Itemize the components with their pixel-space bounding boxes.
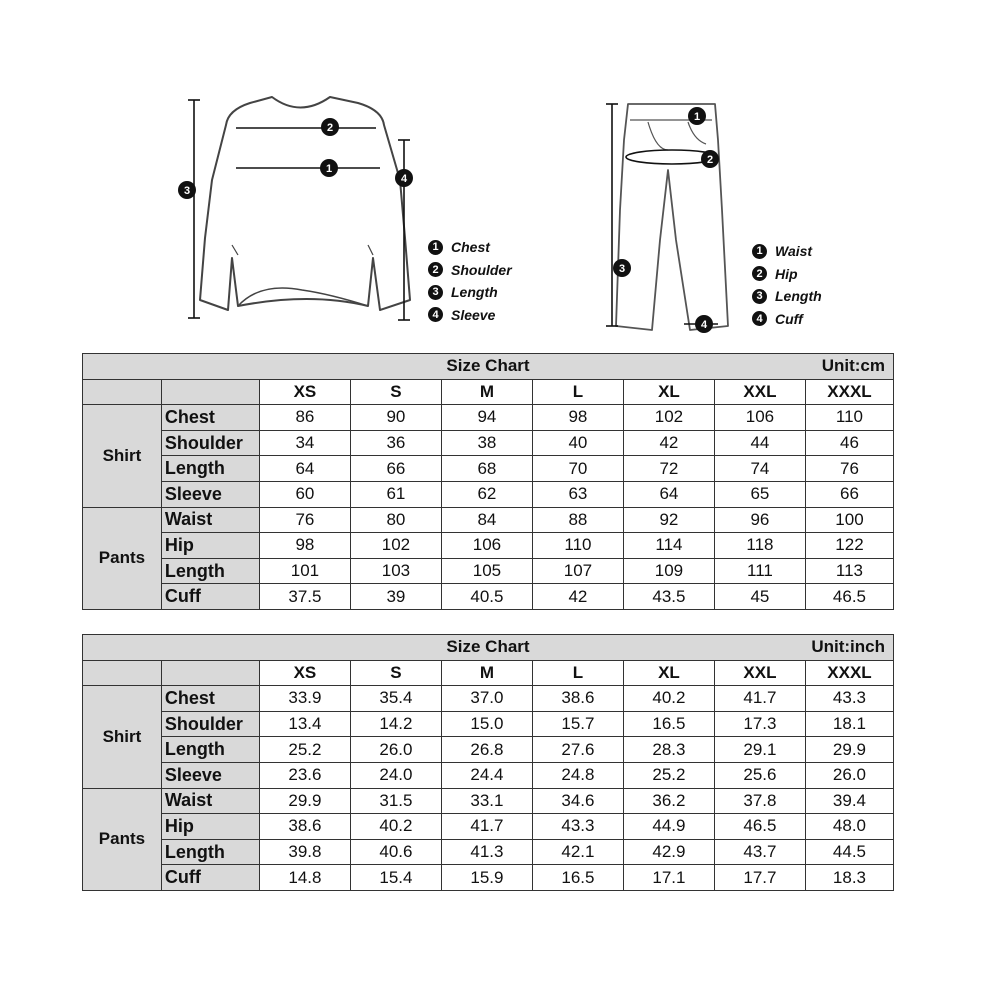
measurement-label: Length	[161, 737, 259, 763]
table-cell: 62	[441, 481, 532, 507]
size-header: XXL	[714, 379, 805, 405]
table-cell: 33.1	[441, 788, 532, 814]
shirt-legend-item	[428, 281, 512, 304]
table-cell: 101	[259, 558, 350, 584]
measurement-label: Chest	[161, 686, 259, 712]
table-cell: 39.4	[805, 788, 893, 814]
table-cell: 113	[805, 558, 893, 584]
legend-label: Sleeve	[451, 306, 496, 323]
measurement-label: Sleeve	[161, 762, 259, 788]
table-cell: 63	[532, 481, 623, 507]
table-row	[83, 865, 894, 891]
legend-label: Hip	[775, 265, 798, 282]
table-cell: 76	[805, 456, 893, 482]
table-cell: 43.3	[532, 814, 623, 840]
table-cell: 25.2	[623, 762, 714, 788]
table-cell: 34	[259, 430, 350, 456]
group-label: Shirt	[83, 686, 162, 788]
table-cell: 17.3	[714, 711, 805, 737]
table-cell: 17.1	[623, 865, 714, 891]
pants-legend-item	[752, 308, 822, 331]
table-cell: 44.9	[623, 814, 714, 840]
table-cell: 29.1	[714, 737, 805, 763]
table-cell: 45	[714, 584, 805, 610]
table-cell: 106	[714, 405, 805, 431]
number-4-icon: 4	[428, 307, 443, 322]
table-cell: 43.5	[623, 584, 714, 610]
pants-legend-item	[752, 263, 822, 286]
table-cell: 16.5	[623, 711, 714, 737]
table-cell: 15.7	[532, 711, 623, 737]
table-cell: 102	[623, 405, 714, 431]
table-cell: 66	[350, 456, 441, 482]
measurement-label: Waist	[161, 788, 259, 814]
measurement-label: Waist	[161, 507, 259, 533]
table-cell: 88	[532, 507, 623, 533]
table-cell: 40.2	[623, 686, 714, 712]
corner-cell	[83, 379, 162, 405]
table-cell: 40.5	[441, 584, 532, 610]
table-row	[83, 533, 894, 559]
table-cell: 98	[532, 405, 623, 431]
measurement-label: Length	[161, 456, 259, 482]
table-cell: 106	[441, 533, 532, 559]
table-row	[83, 762, 894, 788]
corner-cell	[83, 660, 162, 686]
pants-legend-item	[752, 240, 822, 263]
measurement-label: Cuff	[161, 865, 259, 891]
table-row	[83, 481, 894, 507]
table-cell: 15.0	[441, 711, 532, 737]
table-cell: 18.3	[805, 865, 893, 891]
table-cell: 29.9	[259, 788, 350, 814]
table-row	[83, 839, 894, 865]
size-header: S	[350, 379, 441, 405]
svg-text:2: 2	[326, 122, 334, 134]
table-cell: 74	[714, 456, 805, 482]
table-cell: 38.6	[532, 686, 623, 712]
measurement-label: Shoulder	[161, 711, 259, 737]
table-cell: 110	[532, 533, 623, 559]
table-cell: 105	[441, 558, 532, 584]
table-cell: 84	[441, 507, 532, 533]
size-header: M	[441, 660, 532, 686]
table-row	[83, 737, 894, 763]
group-label: Pants	[83, 507, 162, 609]
title-row	[83, 635, 894, 661]
pants-marker-icons	[613, 107, 719, 333]
size-header: XS	[259, 379, 350, 405]
legend-label: Shoulder	[451, 261, 512, 278]
legend-label: Length	[775, 288, 822, 304]
shirt-drawing-icon	[200, 97, 410, 310]
table-cell: 114	[623, 533, 714, 559]
table-cell: 15.4	[350, 865, 441, 891]
table-cell: 42.1	[532, 839, 623, 865]
shirt-legend-item	[428, 259, 512, 282]
table-cell: 103	[350, 558, 441, 584]
table-cell: 92	[623, 507, 714, 533]
table-cell: 109	[623, 558, 714, 584]
table-cell: 34.6	[532, 788, 623, 814]
legend-label: Chest	[451, 239, 490, 255]
size-header: L	[532, 660, 623, 686]
table-cell: 46.5	[805, 584, 893, 610]
table-row	[83, 788, 894, 814]
table-cell: 38.6	[259, 814, 350, 840]
table-cell: 64	[623, 481, 714, 507]
table-cell: 18.1	[805, 711, 893, 737]
size-header: XXL	[714, 660, 805, 686]
svg-text:3: 3	[183, 185, 191, 197]
table-cell: 42	[532, 584, 623, 610]
size-chart-cm-table	[82, 353, 894, 610]
corner-cell	[161, 660, 259, 686]
table-cell: 37.5	[259, 584, 350, 610]
measurement-label: Cuff	[161, 584, 259, 610]
size-header: XL	[623, 379, 714, 405]
size-header-row	[83, 660, 894, 686]
table-cell: 40.2	[350, 814, 441, 840]
number-2-icon: 2	[428, 262, 443, 277]
table-cell: 23.6	[259, 762, 350, 788]
table-cell: 122	[805, 533, 893, 559]
svg-text:4: 4	[400, 173, 408, 185]
table-cell: 35.4	[350, 686, 441, 712]
size-header: S	[350, 660, 441, 686]
svg-text:3: 3	[618, 263, 626, 275]
table-cell: 72	[623, 456, 714, 482]
table-cell: 94	[441, 405, 532, 431]
table-cell: 43.7	[714, 839, 805, 865]
table-cell: 42	[623, 430, 714, 456]
number-2-icon: 2	[752, 266, 767, 281]
table-cell: 40.6	[350, 839, 441, 865]
table-cell: 26.8	[441, 737, 532, 763]
table-cell: 28.3	[623, 737, 714, 763]
unit-label: Unit:cm	[821, 356, 885, 375]
pants-legend-item	[752, 285, 822, 308]
measurement-label: Shoulder	[161, 430, 259, 456]
size-header-row	[83, 379, 894, 405]
table-cell: 48.0	[805, 814, 893, 840]
table-cell: 25.6	[714, 762, 805, 788]
shirt-marker-icons	[178, 118, 413, 199]
table-cell: 27.6	[532, 737, 623, 763]
measurement-label: Length	[161, 839, 259, 865]
table-row	[83, 584, 894, 610]
table-title-cell	[83, 354, 894, 380]
svg-text:2: 2	[706, 154, 714, 166]
measurement-label: Chest	[161, 405, 259, 431]
table-cell: 64	[259, 456, 350, 482]
table-cell: 60	[259, 481, 350, 507]
measurement-label: Hip	[161, 814, 259, 840]
table-cell: 90	[350, 405, 441, 431]
table-cell: 118	[714, 533, 805, 559]
table-row	[83, 686, 894, 712]
table-cell: 38	[441, 430, 532, 456]
size-header: M	[441, 379, 532, 405]
table-cell: 46	[805, 430, 893, 456]
table-cell: 26.0	[350, 737, 441, 763]
table-cell: 14.8	[259, 865, 350, 891]
table-cell: 100	[805, 507, 893, 533]
table-cell: 37.8	[714, 788, 805, 814]
table-cell: 110	[805, 405, 893, 431]
legend-label: Cuff	[775, 310, 803, 327]
table-title: Size Chart	[446, 637, 530, 657]
group-label: Pants	[83, 788, 162, 890]
table-row	[83, 814, 894, 840]
table-cell: 61	[350, 481, 441, 507]
table-cell: 33.9	[259, 686, 350, 712]
table-cell: 70	[532, 456, 623, 482]
number-3-icon: 3	[752, 289, 767, 304]
table-cell: 44.5	[805, 839, 893, 865]
table-cell: 24.0	[350, 762, 441, 788]
table-cell: 31.5	[350, 788, 441, 814]
table-row	[83, 711, 894, 737]
table-cell: 98	[259, 533, 350, 559]
table-cell: 13.4	[259, 711, 350, 737]
table-cell: 16.5	[532, 865, 623, 891]
table-cell: 14.2	[350, 711, 441, 737]
number-3-icon: 3	[428, 285, 443, 300]
legend-label: Waist	[775, 243, 813, 259]
table-cell: 37.0	[441, 686, 532, 712]
number-1-icon: 1	[428, 240, 443, 255]
table-cell: 40	[532, 430, 623, 456]
table-cell: 43.3	[805, 686, 893, 712]
table-cell: 66	[805, 481, 893, 507]
corner-cell	[161, 379, 259, 405]
svg-text:1: 1	[325, 163, 333, 175]
table-cell: 65	[714, 481, 805, 507]
measurement-label: Sleeve	[161, 481, 259, 507]
table-cell: 24.8	[532, 762, 623, 788]
table-cell: 96	[714, 507, 805, 533]
number-1-icon: 1	[752, 244, 767, 259]
number-4-icon: 4	[752, 311, 767, 326]
shirt-legend-item	[428, 304, 512, 327]
size-header: XXXL	[805, 379, 893, 405]
pants-drawing-icon	[616, 104, 728, 330]
table-cell: 102	[350, 533, 441, 559]
unit-label: Unit:inch	[811, 637, 885, 656]
table-cell: 29.9	[805, 737, 893, 763]
table-row	[83, 456, 894, 482]
title-row	[83, 354, 894, 380]
table-cell: 39	[350, 584, 441, 610]
table-cell: 42.9	[623, 839, 714, 865]
size-header: XS	[259, 660, 350, 686]
table-cell: 76	[259, 507, 350, 533]
size-chart-inch-table	[82, 634, 894, 891]
table-row	[83, 507, 894, 533]
table-cell: 111	[714, 558, 805, 584]
table-cell: 36.2	[623, 788, 714, 814]
table-cell: 41.3	[441, 839, 532, 865]
table-cell: 68	[441, 456, 532, 482]
table-cell: 46.5	[714, 814, 805, 840]
table-row	[83, 405, 894, 431]
table-row	[83, 558, 894, 584]
table-cell: 36	[350, 430, 441, 456]
pants-legend	[752, 240, 822, 330]
table-cell: 26.0	[805, 762, 893, 788]
table-cell: 15.9	[441, 865, 532, 891]
shirt-legend	[428, 236, 512, 326]
measurement-label: Hip	[161, 533, 259, 559]
table-cell: 86	[259, 405, 350, 431]
table-cell: 25.2	[259, 737, 350, 763]
size-header: L	[532, 379, 623, 405]
shirt-legend-item	[428, 236, 512, 259]
svg-text:1: 1	[693, 111, 701, 123]
table-title-cell	[83, 635, 894, 661]
table-cell: 39.8	[259, 839, 350, 865]
table-cell: 44	[714, 430, 805, 456]
legend-label: Length	[451, 284, 498, 300]
table-cell: 41.7	[714, 686, 805, 712]
table-title: Size Chart	[446, 356, 530, 376]
table-cell: 17.7	[714, 865, 805, 891]
group-label: Shirt	[83, 405, 162, 507]
table-cell: 80	[350, 507, 441, 533]
size-header: XXXL	[805, 660, 893, 686]
table-cell: 107	[532, 558, 623, 584]
measurement-label: Length	[161, 558, 259, 584]
table-cell: 41.7	[441, 814, 532, 840]
size-header: XL	[623, 660, 714, 686]
garment-illustrations	[0, 0, 1000, 345]
table-cell: 24.4	[441, 762, 532, 788]
table-row	[83, 430, 894, 456]
svg-text:4: 4	[700, 319, 708, 331]
